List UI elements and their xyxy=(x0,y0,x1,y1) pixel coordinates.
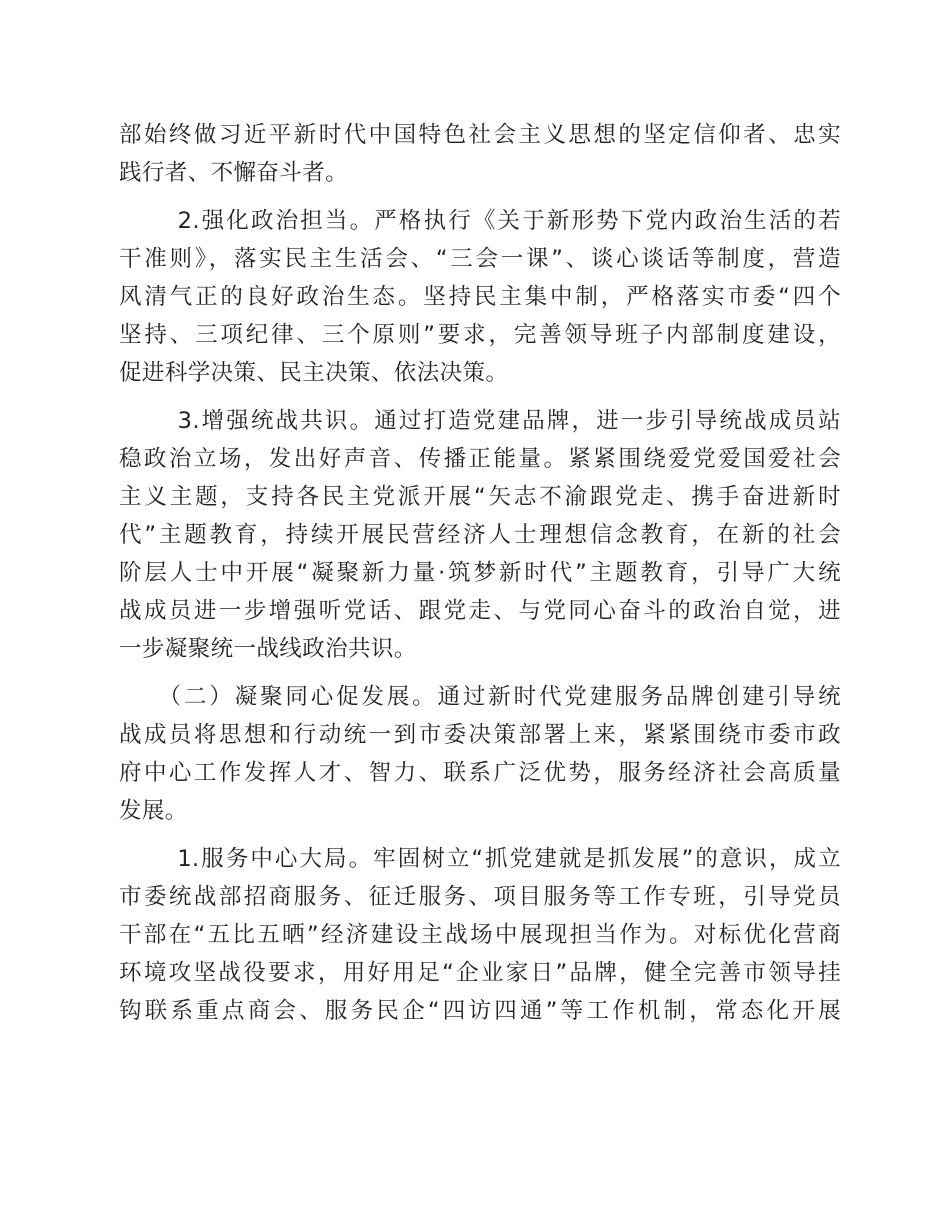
paragraph-1 xyxy=(119,116,841,192)
paragraph-2 xyxy=(119,202,841,392)
text-line: 环境攻坚战役要求，用好用足“企业家日”品牌，健全完善市领导挂 xyxy=(119,960,841,986)
text-line: 阶层人士中开展“凝聚新力量·筑梦新时代”主题教育，引导广大统 xyxy=(119,560,841,586)
text-line: 发展。 xyxy=(119,798,188,824)
text-line: 干部在“五比五晒”经济建设主战场中展现担当作为。对标优化营商 xyxy=(119,922,841,948)
text-line: 一步凝聚统一战线政治共识。 xyxy=(119,636,417,662)
text-line: 2.强化政治担当。严格执行《关于新形势下党内政治生活的若 xyxy=(119,208,841,234)
text-line: 稳政治立场，发出好声音、传播正能量。紧紧围绕爱党爱国爱社会 xyxy=(119,446,841,472)
text-line: 促进科学决策、民主决策、依法决策。 xyxy=(119,360,509,386)
text-line: 坚持、三项纪律、三个原则”要求，完善领导班子内部制度建设， xyxy=(119,322,841,348)
document-body xyxy=(119,116,841,1040)
text-line: （二）凝聚同心促发展。通过新时代党建服务品牌创建引导统 xyxy=(119,684,841,710)
text-line: 1.服务中心大局。牢固树立“抓党建就是抓发展”的意识，成立 xyxy=(119,846,841,872)
text-line: 代”主题教育，持续开展民营经济人士理想信念教育，在新的社会 xyxy=(119,522,841,548)
text-line: 府中心工作发挥人才、智力、联系广泛优势，服务经济社会高质量 xyxy=(119,760,841,786)
text-line: 战成员将思想和行动统一到市委决策部署上来，紧紧围绕市委市政 xyxy=(119,722,841,748)
paragraph-5 xyxy=(119,840,841,1030)
text-line: 战成员进一步增强听党话、跟党走、与党同心奋斗的政治自觉，进 xyxy=(119,598,841,624)
text-line: 3.增强统战共识。通过打造党建品牌，进一步引导统战成员站 xyxy=(119,408,841,434)
text-line: 主义主题，支持各民主党派开展“矢志不渝跟党走、携手奋进新时 xyxy=(119,484,841,510)
text-line: 钩联系重点商会、服务民企“四访四通”等工作机制，常态化开展 xyxy=(119,998,841,1024)
paragraph-3 xyxy=(119,402,841,668)
paragraph-4 xyxy=(119,678,841,830)
text-line: 践行者、不懈奋斗者。 xyxy=(119,160,349,186)
text-line: 干准则》，落实民主生活会、“三会一课”、谈心谈话等制度，营造 xyxy=(119,246,841,272)
text-line: 市委统战部招商服务、征迁服务、项目服务等工作专班，引导党员 xyxy=(119,884,841,910)
text-line: 风清气正的良好政治生态。坚持民主集中制，严格落实市委“四个 xyxy=(119,284,841,310)
text-line: 部始终做习近平新时代中国特色社会主义思想的坚定信仰者、忠实 xyxy=(119,122,841,148)
